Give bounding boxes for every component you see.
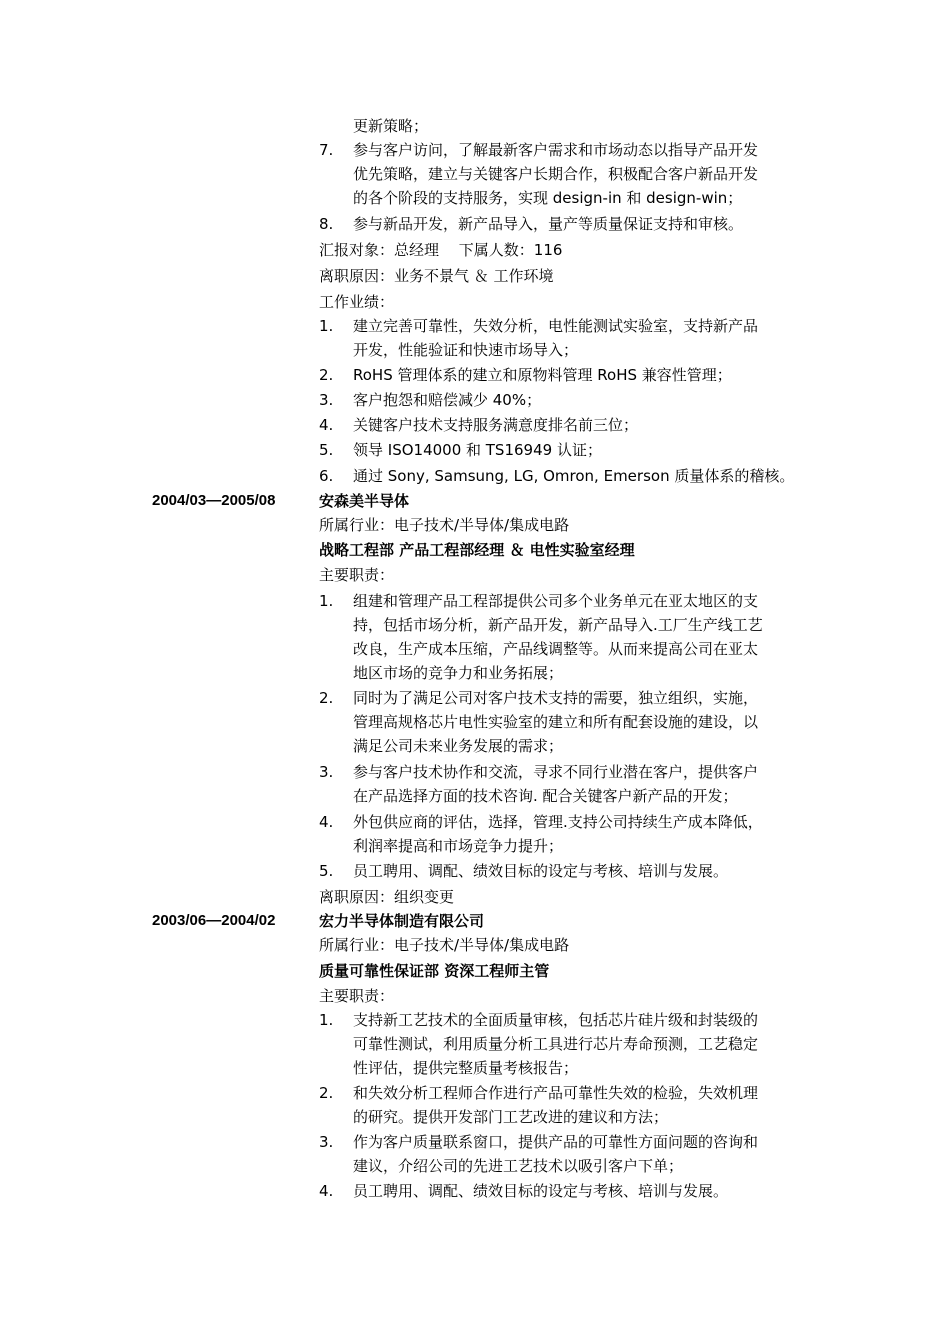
- list-number: 3.: [319, 391, 334, 409]
- list-item-line: 领导 ISO14000 和 TS16949 认证；: [353, 441, 602, 459]
- list-item-line: 客户抱怨和赔偿减少 40%；: [353, 391, 542, 409]
- list-number: 2.: [319, 1084, 334, 1102]
- industry-line: 所属行业：电子技术/半导体/集成电路: [319, 516, 570, 534]
- list-item-line: 同时为了满足公司对客户技术支持的需要，独立组织，实施，: [353, 689, 759, 707]
- duty-continuation: 更新策略；: [353, 117, 429, 135]
- list-item-line: 满足公司未来业务发展的需求；: [353, 737, 564, 755]
- achievements-label: 工作业绩：: [319, 293, 395, 311]
- list-number: 4.: [319, 813, 334, 831]
- job-date-range: 2003/06—2004/02: [152, 912, 276, 929]
- list-item-line: 组建和管理产品工程部提供公司多个业务单元在亚太地区的支: [353, 592, 759, 610]
- list-item-line: 管理高规格芯片电性实验室的建立和所有配套设施的建设，以: [353, 713, 759, 731]
- list-item-line: 改良，生产成本压缩，产品线调整等。从而来提高公司在亚太: [353, 640, 759, 658]
- list-number: 1.: [319, 592, 334, 610]
- list-item-line: 持，包括市场分析，新产品开发，新产品导入.工厂生产线工艺: [353, 616, 763, 634]
- company-name: 宏力半导体制造有限公司: [319, 912, 485, 930]
- list-item-line: 通过 Sony, Samsung, LG, Omron, Emerson 质量体系的稽核。: [353, 467, 795, 485]
- list-item-line: 建议，介绍公司的先进工艺技术以吸引客户下单；: [353, 1157, 684, 1175]
- list-item-line: 关键客户技术支持服务满意度排名前三位；: [353, 416, 639, 434]
- list-item-line: RoHS 管理体系的建立和原物料管理 RoHS 兼容性管理；: [353, 366, 732, 384]
- list-number: 3.: [319, 763, 334, 781]
- duties-label: 主要职责：: [319, 566, 395, 584]
- list-item-line: 的各个阶段的支持服务，实现 design-in 和 design-win；: [353, 189, 743, 207]
- list-number: 3.: [319, 1133, 334, 1151]
- list-item-line: 和失效分析工程师合作进行产品可靠性失效的检验，失效机理: [353, 1084, 759, 1102]
- list-item-line: 开发，性能验证和快速市场导入；: [353, 341, 579, 359]
- list-item-line: 优先策略，建立与关键客户长期合作，积极配合客户新品开发: [353, 165, 759, 183]
- leave-reason: 离职原因：组织变更: [319, 888, 455, 906]
- list-number: 2.: [319, 366, 334, 384]
- list-item-line: 参与客户访问，了解最新客户需求和市场动态以指导产品开发: [353, 141, 759, 159]
- duties-label: 主要职责：: [319, 987, 395, 1005]
- list-number: 4.: [319, 1182, 334, 1200]
- list-number: 2.: [319, 689, 334, 707]
- list-item-line: 外包供应商的评估，选择，管理.支持公司持续生产成本降低，: [353, 813, 763, 831]
- list-number: 1.: [319, 317, 334, 335]
- list-item-line: 利润率提高和市场竞争力提升；: [353, 837, 564, 855]
- company-name: 安森美半导体: [319, 492, 410, 510]
- list-item-line: 支持新工艺技术的全面质量审核，包括芯片硅片级和封装级的: [353, 1011, 759, 1029]
- list-item-line: 参与新品开发，新产品导入，量产等质量保证支持和审核。: [353, 215, 744, 233]
- list-number: 1.: [319, 1011, 334, 1029]
- list-item-line: 地区市场的竞争力和业务拓展；: [353, 664, 564, 682]
- list-number: 8.: [319, 215, 334, 233]
- list-item-line: 员工聘用、调配、绩效目标的设定与考核、培训与发展。: [353, 1182, 729, 1200]
- list-item-line: 可靠性测试，利用质量分析工具进行芯片寿命预测，工艺稳定: [353, 1035, 759, 1053]
- report-line: 汇报对象：总经理 下属人数：116: [319, 241, 563, 259]
- list-number: 5.: [319, 441, 334, 459]
- list-number: 6.: [319, 467, 334, 485]
- list-item-line: 的研究。提供开发部门工艺改进的建议和方法；: [353, 1108, 669, 1126]
- list-item-line: 参与客户技术协作和交流，寻求不同行业潜在客户，提供客户: [353, 763, 759, 781]
- job-date-range: 2004/03—2005/08: [152, 492, 276, 509]
- list-item-line: 建立完善可靠性，失效分析，电性能测试实验室，支持新产品: [353, 317, 759, 335]
- list-number: 5.: [319, 862, 334, 880]
- list-item-line: 员工聘用、调配、绩效目标的设定与考核、培训与发展。: [353, 862, 729, 880]
- leave-reason: 离职原因：业务不景气 ＆ 工作环境: [319, 267, 554, 285]
- list-item-line: 在产品选择方面的技术咨询. 配合关键客户新产品的开发；: [353, 787, 738, 805]
- list-item-line: 性评估，提供完整质量考核报告；: [353, 1059, 579, 1077]
- position-title: 战略工程部 产品工程部经理 ＆ 电性实验室经理: [319, 541, 635, 559]
- position-title: 质量可靠性保证部 资深工程师主管: [319, 962, 550, 980]
- list-item-line: 作为客户质量联系窗口，提供产品的可靠性方面问题的咨询和: [353, 1133, 759, 1151]
- industry-line: 所属行业：电子技术/半导体/集成电路: [319, 936, 570, 954]
- list-number: 4.: [319, 416, 334, 434]
- list-number: 7.: [319, 141, 334, 159]
